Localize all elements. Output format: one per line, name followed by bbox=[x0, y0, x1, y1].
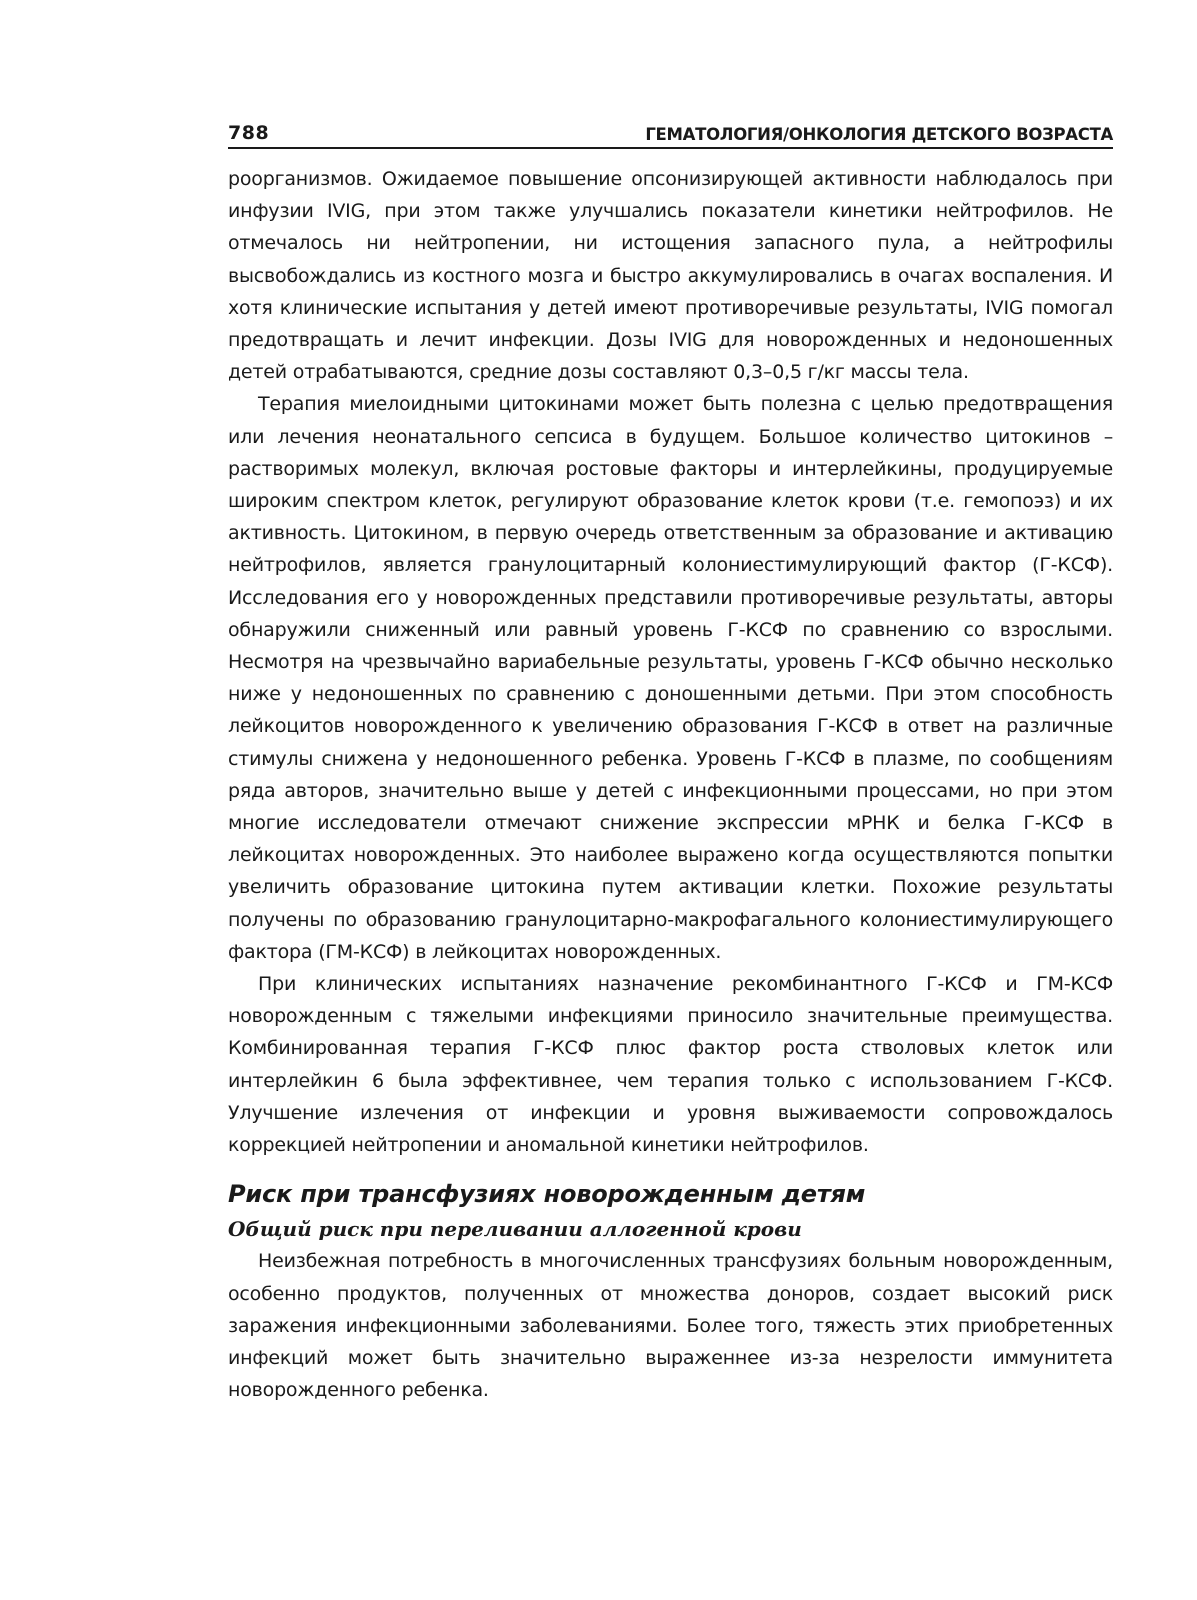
paragraph-cytokines: Терапия миелоидными цитокинами может быть полезна с целью предотвращения или лечения неонатального сепсиса в будущем. Большое количество цитокинов – растворимых молекул, включая ростовые факторы и интерлейкины, продуцируемые широким спектром клеток, регулируют образование клеток крови (т.е. гемопоэз) и их активность. Цитокином, в первую очередь ответственным за образование и активацию нейтрофилов, является гранулоцитарный колониестимулирующий фактор (Г-КСФ). Исследования его у новорожденных представили противоречивые результаты, авторы обнаружили сниженный или равный уровень Г-КСФ по сравнению со взрослыми. Несмотря на чрезвычайно вариабельные результаты, уровень Г-КСФ обычно несколько ниже у недоношенных по сравнению с доношенными детьми. При этом способность лейкоцитов новорожденного к увеличению образования Г-КСФ в ответ на различные стимулы снижена у недоношенного ребенка. Уровень Г-КСФ в плазме, по сообщениям ряда авторов, значительно выше у детей с инфекционными процессами, но при этом многие исследователи отмечают снижение экспрессии мРНК и белка Г-КСФ в лейкоцитах новорожденных. Это наиболее выражено когда осуществляются попытки увеличить образование цитокина путем активации клетки. Похожие результаты получены по образованию гранулоцитарно-макрофагального колониестимулирующего фактора (ГМ-КСФ) в лейкоцитах новорожденных. bbox=[228, 393, 1113, 963]
paragraph-transfusion-risk: Неизбежная потребность в многочисленных трансфузиях больным новорожденным, особенно продуктов, полученных от множества доноров, создает высокий риск заражения инфекционными заболеваниями. Более того, тяжесть этих приобретенных инфекций может быть значительно выраженнее из-за незрелости иммунитета новорожденного ребенка. bbox=[228, 1250, 1113, 1402]
paragraph-clinical-trials: При клинических испытаниях назначение рекомбинантного Г-КСФ и ГМ-КСФ новорожденным с тяжелыми инфекциями приносило значительные преимущества. Комбинированная терапия Г-КСФ плюс фактор роста стволовых клеток или интерлейкин 6 была эффективнее, чем терапия только с использованием Г-КСФ. Улучшение излечения от инфекции и уровня выживаемости сопровождалось коррекцией нейтропении и аномальной кинетики нейтрофилов. bbox=[228, 973, 1113, 1157]
section-heading: Риск при трансфузиях новорожденным детям bbox=[228, 1180, 866, 1209]
running-header bbox=[228, 114, 1113, 149]
book-page bbox=[228, 114, 1113, 1406]
running-title: ГЕМАТОЛОГИЯ/ОНКОЛОГИЯ ДЕТСКОГО ВОЗРАСТА bbox=[645, 125, 1113, 144]
page-body bbox=[228, 163, 1113, 1406]
sub-heading: Общий риск при переливании аллогенной крови bbox=[228, 1217, 802, 1242]
page-number: 788 bbox=[228, 122, 270, 144]
paragraph-continued: роорганизмов. Ожидаемое повышение опсонизирующей активности наблюдалось при инфузии IVIG, при этом также улучшались показатели кинетики нейтрофилов. Не отмечалось ни нейтропении, ни истощения запасного пула, а нейтрофилы высвобождались из костного мозга и быстро аккумулировались в очагах воспаления. И хотя клинические испытания у детей имеют противоречивые результаты, IVIG помогал предотвращать и лечит инфекции. Дозы IVIG для новорожденных и недоношенных детей отрабатываются, средние дозы составляют 0,3–0,5 г/кг массы тела. bbox=[228, 168, 1113, 384]
